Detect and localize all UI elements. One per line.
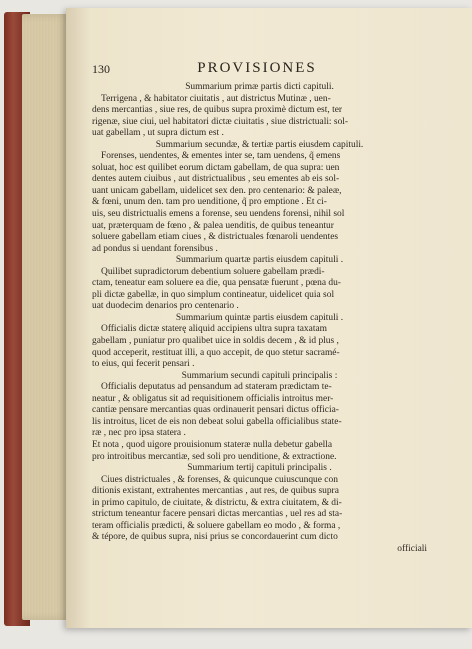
text-line: ctam, teneatur eam soluere ea die, qua pensatæ fuerunt , pœna du- (92, 278, 341, 289)
section-heading-line: Summarium primæ partis dicti capituli. (185, 82, 334, 92)
text-line: neatur , & obligatus sit ad requisitionem officialis introitus mer- (92, 393, 334, 404)
text-line: uant unicam gabellam, uidelicet sex den. pro centenario: & paleæ, (92, 185, 342, 196)
text-line: Quilibet supradictorum debentium soluere gabellam prædi- (101, 266, 325, 277)
text-line: to eius, qui fecerit pensari . (92, 359, 195, 370)
text-line: uat duodecim denarios pro centenario . (92, 301, 239, 312)
text-line: teram officialis prædicti, & soluere gabellam eo modo , & forma , (92, 520, 341, 531)
text-line: quod acceperit, restituat illi, a quo accepit, de quo stetur sacramé- (92, 347, 340, 358)
text-line: rigenæ, siue ciui, uel habitatori dictæ ciuitatis , siue districtuali: sol- (92, 116, 349, 127)
text-line: Et nota , quod uigore prouisionum stateræ nulla debetur gabella (92, 439, 333, 450)
text-line: soluere gabellam etiam ciues , & districtuales fœnaroli uendentes (92, 232, 339, 243)
text-line: in primo capitulo, de ciuitate, & districtu, & extra ciuitatem, & di- (92, 497, 342, 508)
text-line: ad pondus si uendant forensibus . (92, 243, 218, 254)
text-line: Terrigena , & habitator ciuitatis , aut districtus Mutinæ , uen- (101, 93, 331, 104)
text-line: ræ , nec pro ipsa statera . (92, 428, 186, 439)
text-block (92, 82, 427, 555)
page-header (92, 60, 422, 80)
text-line: Ciues districtuales , & forenses, & quicunque cuiuscunque con (101, 474, 338, 485)
text-line: lis introitus, licet de eis non debeat solui gabella officialibus state- (92, 416, 342, 427)
text-line: cantiæ pensare mercantias quas ordinauerit pensari dictus officia- (92, 405, 339, 416)
text-line: ditionis existant, extrahentes mercantias , aut res, de quibus supra (92, 486, 339, 497)
running-title: PROVISIONES (197, 60, 317, 76)
section-heading-line: Summarium tertij capituli principalis . (187, 463, 332, 474)
text-line: & tépore, de quibus supra, nisi prius se concordauerint cum dicto (92, 532, 338, 543)
section-heading-line: Summarium secundæ, & tertiæ partis eiusdem capituli. (155, 139, 364, 150)
text-line: dentes autem ciuibus , aut districtualibus , seu ementes ab eis sol- (92, 174, 340, 185)
text-line: officiali (397, 543, 427, 554)
text-line: uis, seu districtualis emens a forense, seu uendens forensi, nihil sol (92, 209, 345, 220)
text-line: Officialis dictæ staterę aliquid accipiens ultra supra taxatam (101, 324, 327, 335)
text-line: & fœni, unum den. tam pro uenditione, q̃ pro emptione . Et ci- (92, 197, 327, 208)
text-line: uat, præterquam de fœno , & palea uenditis, de quibus teneantur (92, 220, 334, 231)
text-line: strictum teneantur facere pensari dictas mercantias , uel res ad sta- (92, 509, 343, 520)
text-line: Forenses, uendentes, & ementes inter se, tam uendens, q̃ emens (101, 151, 341, 162)
text-line: soluat, hoc est quilibet eorum dictam gabellam, de qua supra: uen (92, 162, 340, 173)
text-line: Officialis deputatus ad pensandum ad stateram prædictam te- (101, 382, 332, 393)
section-heading-line: Summarium secundi capituli principalis : (181, 370, 338, 381)
text-line: pro introitibus mercantiæ, sed soli pro uenditione, & extractione. (92, 451, 337, 462)
page-number: 130 (92, 62, 110, 76)
text-line: gabellam , puniatur pro qualibet uice in soldis decem , & id plus , (92, 336, 339, 347)
text-line: pli dictæ gabellæ, in quo simplum contineatur, uidelicet quia sol (92, 289, 335, 300)
section-heading-line: Summarium quartæ partis eiusdem capituli . (175, 255, 344, 266)
section-heading-line: Summarium quintæ partis eiusdem capituli . (175, 312, 344, 323)
text-line: dens mercantias , siue res, de quibus supra proximè dictum est, ter (92, 105, 343, 116)
text-line: uat gabellam , ut supra dictum est . (92, 128, 224, 139)
page-edges (22, 14, 72, 620)
